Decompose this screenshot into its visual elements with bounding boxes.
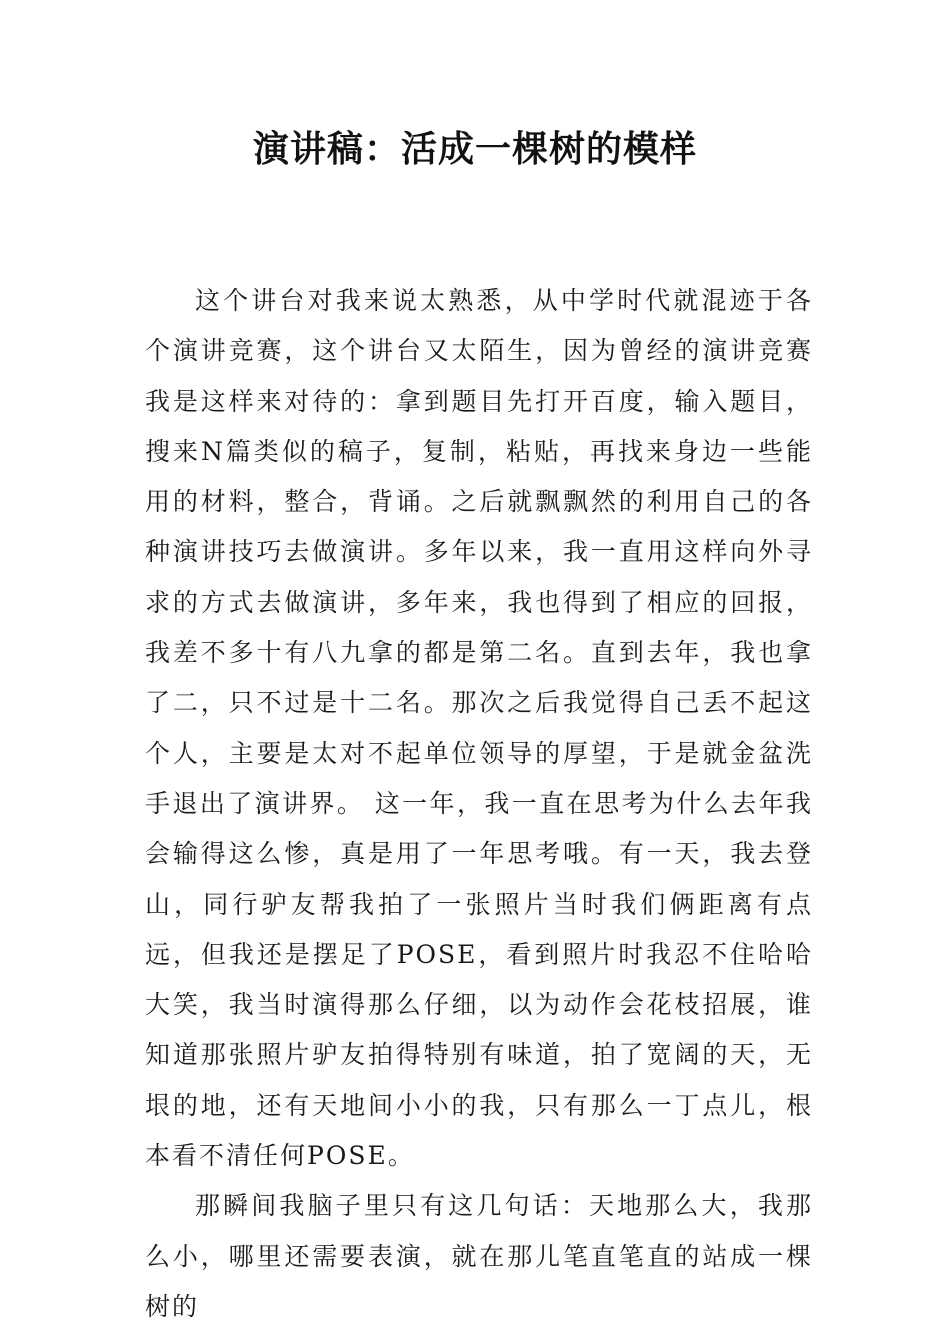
document-body — [145, 276, 813, 1332]
document-title: 演讲稿：活成一棵树的模样 — [252, 129, 697, 170]
paragraph-2: 那瞬间我脑子里只有这几句话：天地那么大，我那么小，哪里还需要表演，就在那儿笔直笔直的站成一棵树的 — [145, 1191, 813, 1321]
paragraph-1: 这个讲台对我来说太熟悉，从中学时代就混迹于各个演讲竞赛，这个讲台又太陌生，因为曾经的演讲竞赛我是这样来对待的：拿到题目先打开百度，输入题目，搜来N篇类似的稿子，复制，粘贴，再找来身边一些能用的材料，整合，背诵。之后就飘飘然的利用自己的各种演讲技巧去做演讲。多年以来，我一直用这样向外寻求的方式去做演讲，多年来，我也得到了相应的回报，我差不多十有八九拿的都是第二名。直到去年，我也拿了二，只不过是十二名。那次之后我觉得自己丢不起这个人，主要是太对不起单位领导的厚望，于是就金盆洗手退出了演讲界。 这一年，我一直在思考为什么去年我会输得这么惨，真是用了一年思考哦。有一天，我去登山，同行驴友帮我拍了一张照片当时我们俩距离有点远，但我还是摆足了POSE，看到照片时我忍不住哈哈大笑，我当时演得那么仔细，以为动作会花枝招展，谁知道那张照片驴友拍得特别有味道，拍了宽阔的天，无垠的地，还有天地间小小的我，只有那么一丁点儿，根本看不清任何POSE。 — [145, 286, 813, 1171]
